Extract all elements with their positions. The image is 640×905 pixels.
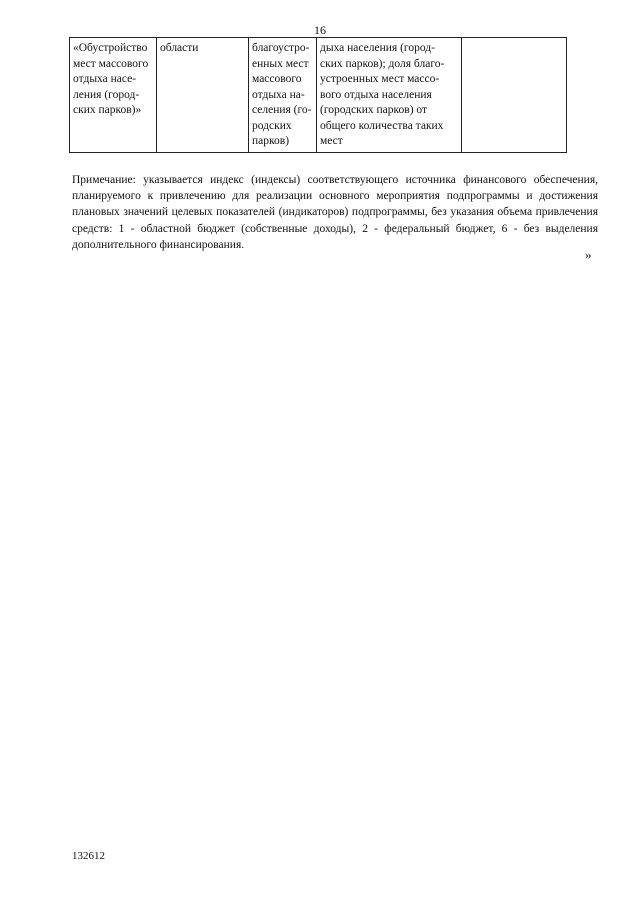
table-cell-indicator: благоустро- енных мест массового отдыха на- селения (го- родских парков): [249, 38, 317, 153]
table-cell-executor: области: [157, 38, 249, 153]
table-row: [70, 38, 567, 153]
program-table: [69, 37, 567, 153]
table-cell-event-name: «Обустройство мест массового отдыха насе- ления (город- ских парков)»: [70, 38, 157, 153]
table-cell-indicator-description: дыха населения (город- ских парков); доля благо- устроенных мест массо- вого отдыха населения (городских парков) от общего количества таких мест: [317, 38, 462, 153]
page-number: 16: [314, 23, 326, 37]
closing-quote: »: [585, 247, 592, 262]
table-cell-empty: [462, 38, 567, 153]
document-code: 132612: [72, 850, 105, 862]
footnote-note: Примечание: указывается индекс (индексы) соответствующего источника финансового обеспечения, планируемого к привлечению для реализации основного мероприятия подпрограммы и достижения плановых значений целевых показателей (индикаторов) подпрограммы, без указания объема привлечения средств: 1 - областной бюджет (собственные доходы), 2 - федеральный бюджет, 6 - без выделения дополнительного финансирования.: [72, 174, 598, 251]
